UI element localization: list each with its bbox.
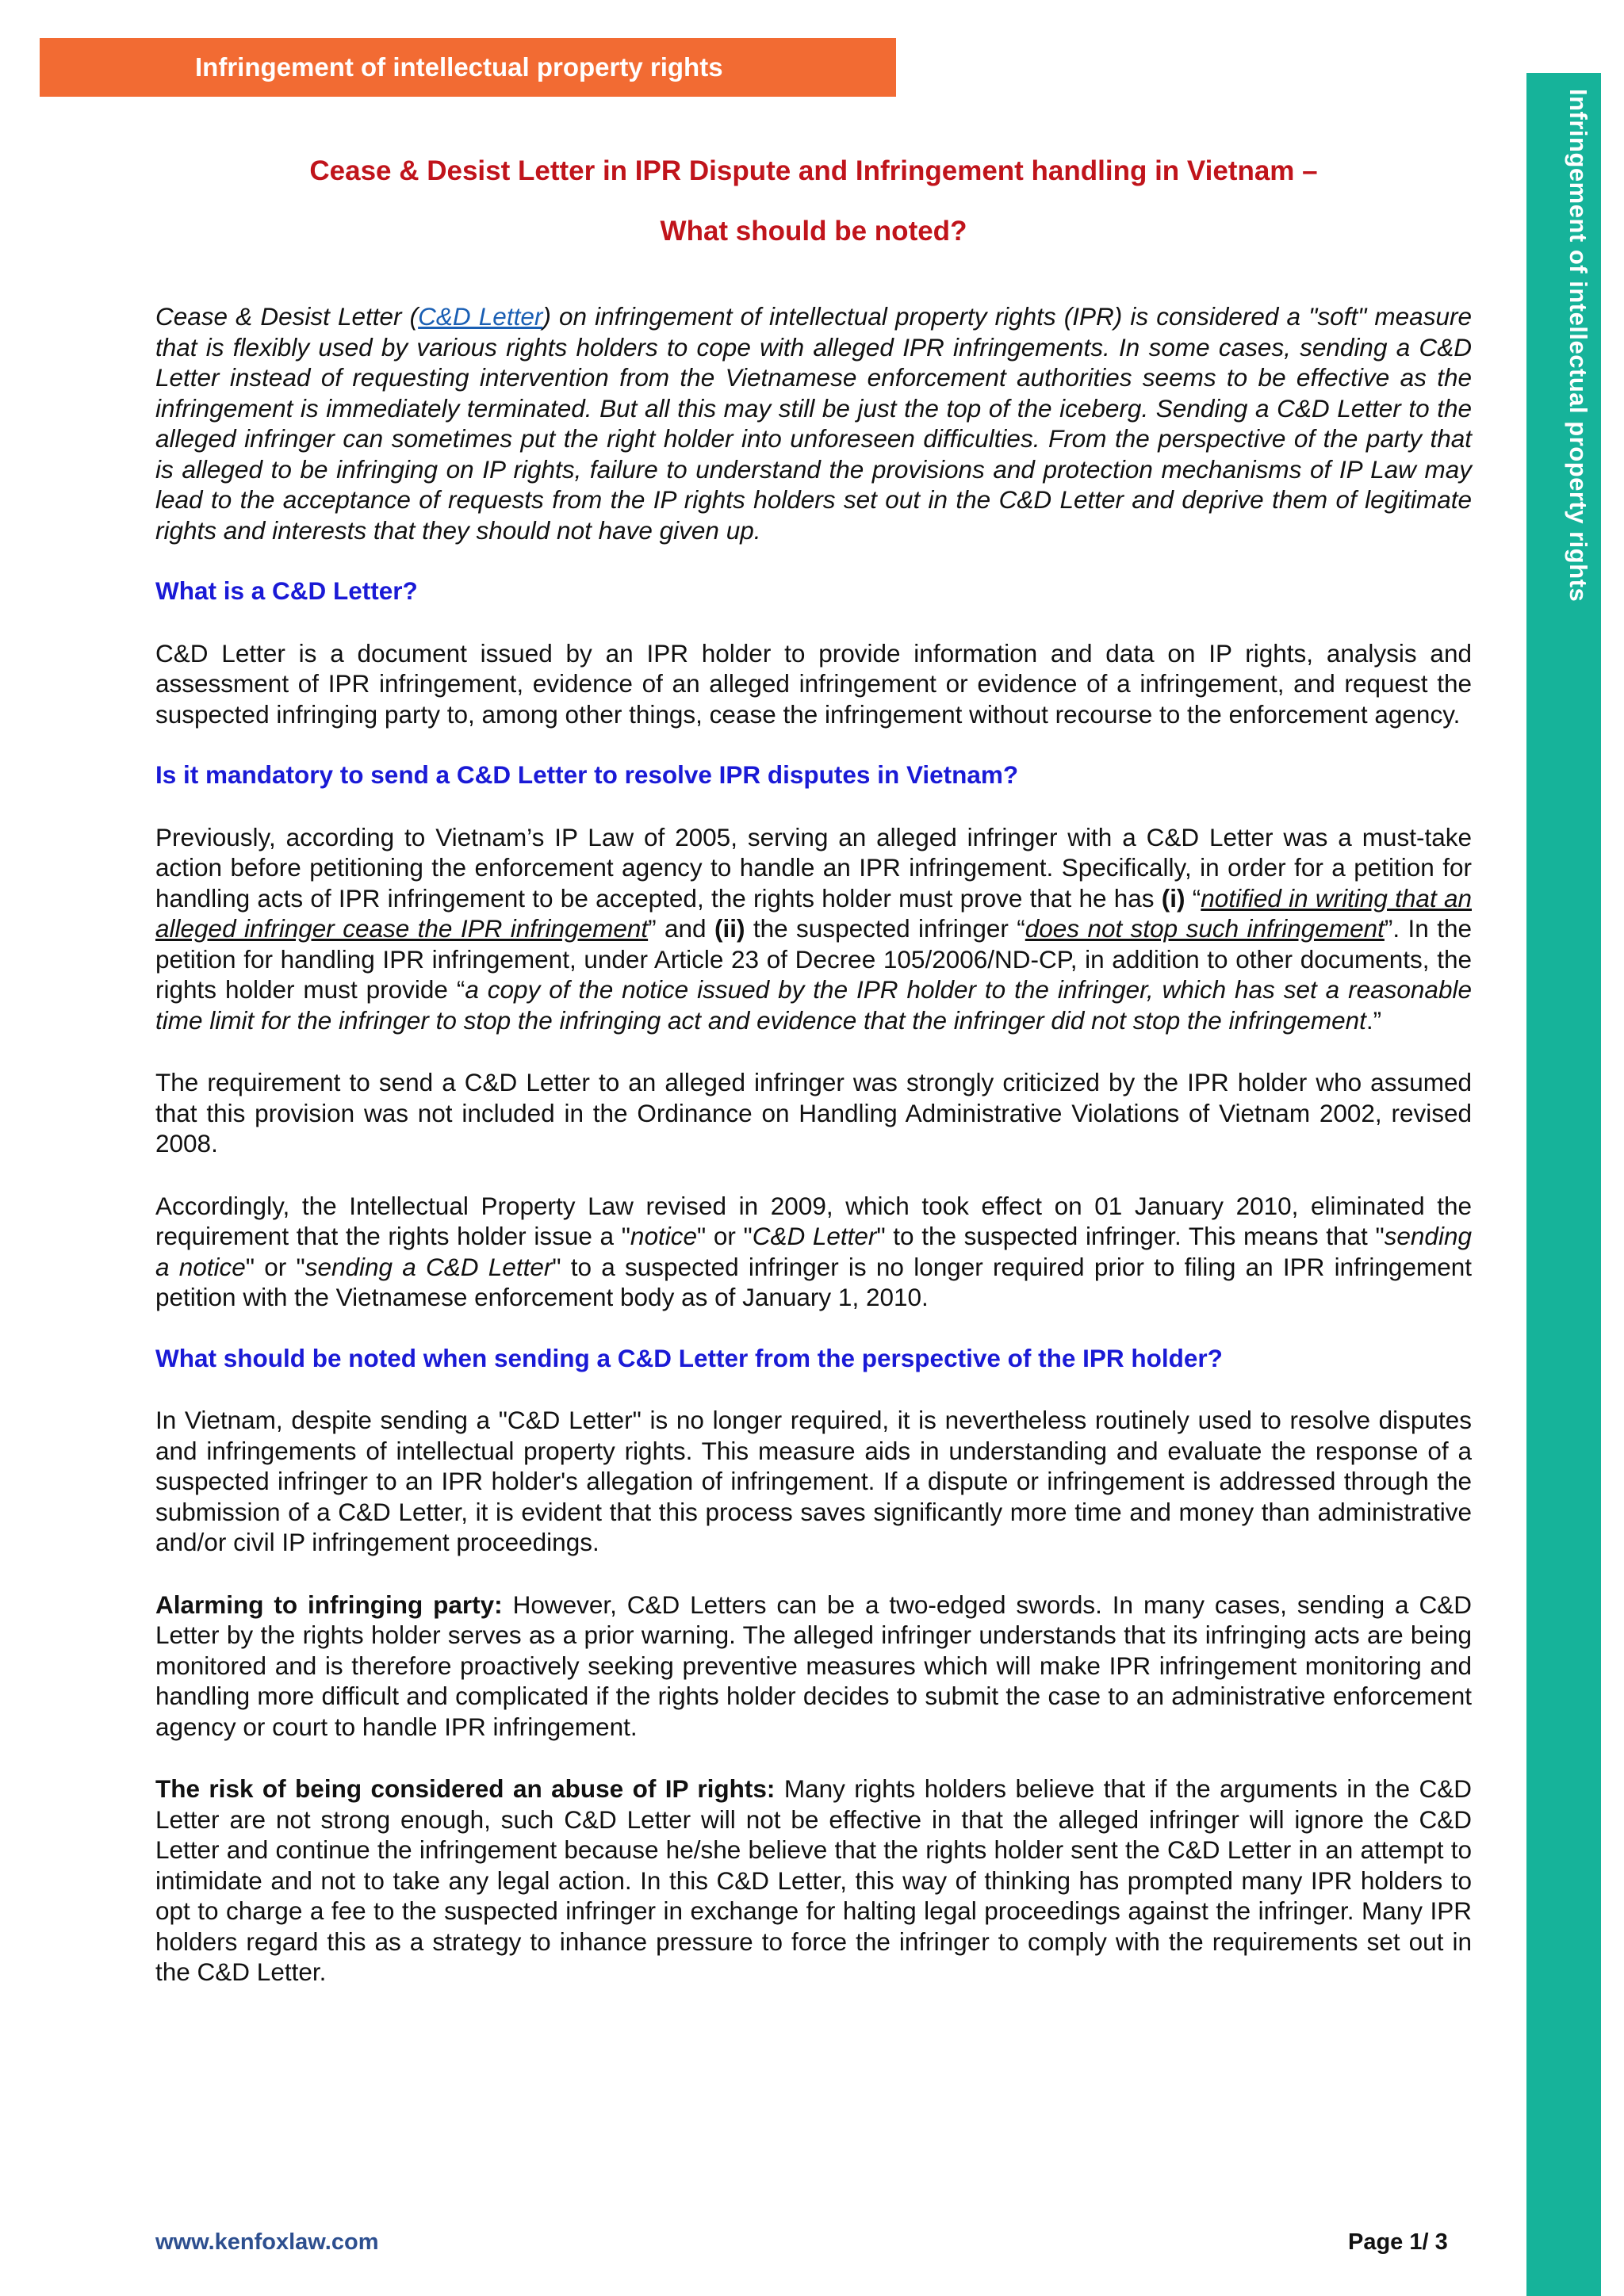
side-strip	[1526, 73, 1601, 2296]
footer-page-number: Page 1/ 3	[1348, 2229, 1448, 2255]
section-heading-mandatory: Is it mandatory to send a C&D Letter to resolve IPR disputes in Vietnam?	[155, 760, 1019, 789]
mandatory-paragraph-2: The requirement to send a C&D Letter to an alleged infringer was strongly criticized by the IPR holder who assumed that this provision was not included in the Ordinance on Handling Administrative Violations of Vietnam 2002, revised 2008.	[155, 1068, 1472, 1158]
article-body	[155, 301, 1472, 1988]
page-title-line-2: What should be noted?	[660, 216, 967, 247]
side-strip-label: Infringement of intellectual property rights	[1565, 89, 1592, 603]
noted-paragraph-1: In Vietnam, despite sending a "C&D Letter" is no longer required, it is nevertheless routinely used to resolve disputes and infringements of intellectual property rights. This measure aids in understanding and evaluate the response of a suspected infringer to an IPR holder's allegation of infringement. If a dispute or infringement is addressed through the submission of a C&D Letter, it is evident that this process saves significantly more time and money than administrative and/or civil IP infringement proceedings.	[155, 1406, 1472, 1556]
top-banner-label: Infringement of intellectual property rights	[195, 52, 723, 82]
what-is-paragraph: C&D Letter is a document issued by an IPR holder to provide information and data on IP rights, analysis and assessment of IPR infringement, evidence of an alleged infringement or evidence of a infringement, and request the suspected infringing party to, among other things, cease the infringement without recourse to the enforcement agency.	[155, 638, 1472, 729]
noted-paragraph-3: The risk of being considered an abuse of IP rights: Many rights holders believe that if the arguments in the C&D Letter are not strong enough, such C&D Letter will not be effective in that the alleged infringer will ignore the C&D Letter and continue the infringement because he/she believe that the rights holder sent the C&D Letter in an attempt to intimidate and not to take any legal action. In this C&D Letter, this way of thinking has prompted many IPR holders to opt to charge a fee to the suspected infringer in exchange for halting legal proceedings against the infringer. Many IPR holders regard this as a strategy to inhance pressure to force the infringer to comply with the requirements set out in the C&D Letter.	[155, 1774, 1472, 1986]
intro-paragraph: Cease & Desist Letter (C&D Letter) on infringement of intellectual property rights (IPR) is considered a "soft" measure that is flexibly used by various rights holders to cope with alleged IPR infringements. In some cases, sending a C&D Letter instead of requesting intervention from the Vietnamese enforcement authorities seems to be effective as the infringement is immediately terminated. But all this may still be just the top of the iceberg. Sending a C&D Letter to the alleged infringer can sometimes put the right holder into unforeseen difficulties. From the perspective of the party that is alleged to be infringing on IP rights, failure to understand the provisions and protection mechanisms of IP Law may lead to the acceptance of requests from the IP rights holders set out in the C&D Letter and deprive them of legitimate rights and interests that they should not have given up.	[155, 302, 1472, 545]
noted-paragraph-2: Alarming to infringing party: However, C&D Letters can be a two-edged swords. In many cases, sending a C&D Letter by the rights holder serves as a prior warning. The alleged infringer understands that its infringing acts are being monitored and is therefore proactively seeking preventive measures which will make IPR infringement monitoring and handling more difficult and complicated if the rights holder decides to submit the case to an administrative enforcement agency or court to handle IPR infringement.	[155, 1590, 1472, 1741]
noted-paragraph-3-label: The risk of being considered an abuse of IP rights:	[155, 1774, 776, 1803]
mandatory-paragraph-1: Previously, according to Vietnam’s IP Law of 2005, serving an alleged infringer with a C&D Letter was a must-take action before petitioning the enforcement agency to handle an IPR infringement. Specifically, in order for a petition for handling acts of IPR infringement to be accepted, the rights holder must prove that he has (i) “notified in writing that an alleged infringer cease the IPR infringement” and (ii) the suspected infringer “does not stop such infringement”. In the petition for handling IPR infringement, under Article 23 of Decree 105/2006/ND-CP, in addition to other documents, the rights holder must provide “a copy of the notice issued by the IPR holder to the infringer, which has set a reasonable time limit for the infringer to stop the infringing act and evidence that the infringer did not stop the infringement.”	[155, 822, 1472, 1035]
footer-website-link[interactable]: www.kenfoxlaw.com	[155, 2229, 379, 2255]
page-title-line-1: Cease & Desist Letter in IPR Dispute and Infringement handling in Vietnam –	[309, 155, 1318, 186]
mandatory-paragraph-3: Accordingly, the Intellectual Property Law revised in 2009, which took effect on 01 January 2010, eliminated the requirement that the rights holder issue a "notice" or "C&D Letter" to the suspected infringer. This means that "sending a notice" or "sending a C&D Letter" to a suspected infringer is no longer required prior to filing an IPR infringement petition with the Vietnamese enforcement body as of January 1, 2010.	[155, 1191, 1472, 1311]
section-heading-noted: What should be noted when sending a C&D Letter from the perspective of the IPR holder?	[155, 1343, 1223, 1372]
section-heading-what-is: What is a C&D Letter?	[155, 576, 418, 605]
top-banner	[40, 38, 896, 97]
cd-letter-link[interactable]: C&D Letter	[418, 302, 543, 331]
noted-paragraph-2-label: Alarming to infringing party:	[155, 1590, 503, 1619]
